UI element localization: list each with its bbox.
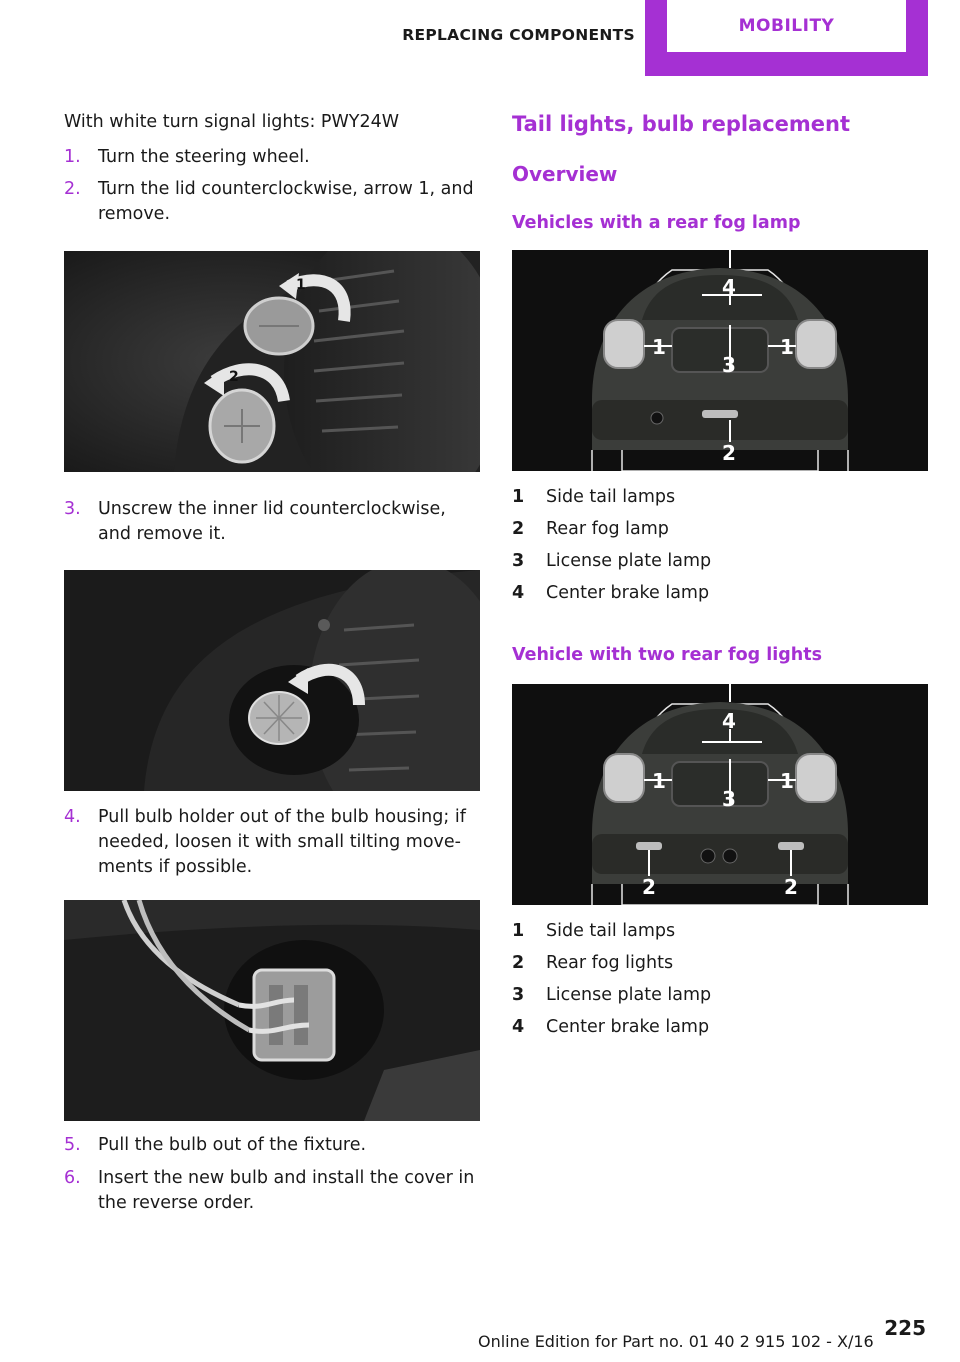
chapter-title: MOBILITY bbox=[667, 0, 906, 52]
legend-two-fog bbox=[512, 915, 928, 1043]
subheading-two-fog: Vehicle with two rear fog lights bbox=[512, 645, 823, 665]
car2-label-left: 1 bbox=[652, 769, 666, 793]
car-rear-diagram-two-fog bbox=[512, 684, 928, 905]
left-column bbox=[64, 110, 480, 1216]
car2-label-plate: 3 bbox=[722, 787, 736, 811]
arrow-label-2: 2 bbox=[229, 369, 239, 385]
intro-text: With white turn signal lights: PWY24W bbox=[64, 112, 400, 132]
car1-label-left: 1 bbox=[652, 335, 666, 359]
legend-item: 3 License plate lamp bbox=[512, 985, 712, 1005]
wheel-lid-photo bbox=[64, 251, 480, 472]
legend-item: 4 Center brake lamp bbox=[512, 1017, 710, 1037]
step-item: 3. Unscrew the inner lid counterclockwise, and remove it. bbox=[64, 499, 446, 544]
edition-footer: Online Edition for Part no. 01 40 2 915 102 - X/16 bbox=[478, 1332, 874, 1351]
bulb-holder-photo bbox=[64, 900, 480, 1121]
section-heading: Tail lights, bulb replacement bbox=[512, 112, 851, 136]
chapter-tab bbox=[645, 0, 928, 76]
steps-list-d bbox=[64, 1133, 480, 1216]
legend-item: 1 Side tail lamps bbox=[512, 487, 676, 507]
car1-label-fog: 2 bbox=[722, 441, 736, 465]
section-title: REPLACING COMPONENTS bbox=[402, 26, 635, 44]
car1-label-brake: 4 bbox=[722, 275, 736, 299]
step-item: 1. Turn the steering wheel. bbox=[64, 147, 310, 167]
overview-heading: Overview bbox=[512, 162, 618, 186]
arrow-label-1: 1 bbox=[296, 277, 306, 293]
legend-item: 2 Rear fog lamp bbox=[512, 519, 669, 539]
legend-item: 2 Rear fog lights bbox=[512, 953, 674, 973]
subheading-single-fog: Vehicles with a rear fog lamp bbox=[512, 213, 801, 233]
car2-label-brake: 4 bbox=[722, 709, 736, 733]
car-rear-diagram-single-fog bbox=[512, 250, 928, 471]
inner-lid-photo bbox=[64, 570, 480, 791]
step-item: 2. Turn the lid counterclockwise, arrow 1, and remove. bbox=[64, 179, 474, 224]
car2-label-fog-right: 2 bbox=[784, 875, 798, 899]
page-number: 225 bbox=[884, 1316, 926, 1340]
step-item: 5. Pull the bulb out of the fixture. bbox=[64, 1135, 367, 1155]
steps-list-c bbox=[64, 805, 480, 880]
right-column bbox=[512, 110, 928, 1043]
step-item: 6. Insert the new bulb and install the cover in the reverse order. bbox=[64, 1168, 475, 1213]
legend-item: 1 Side tail lamps bbox=[512, 921, 676, 941]
car2-label-right: 1 bbox=[780, 769, 794, 793]
steps-list-a bbox=[64, 145, 480, 227]
legend-item: 3 License plate lamp bbox=[512, 551, 712, 571]
steps-list-b bbox=[64, 497, 480, 547]
car1-label-right: 1 bbox=[780, 335, 794, 359]
legend-item: 4 Center brake lamp bbox=[512, 583, 710, 603]
legend-single-fog bbox=[512, 481, 928, 609]
step-item: 4. Pull bulb holder out of the bulb housing; if needed, loosen it with small tilting move‐ments if possible. bbox=[64, 807, 466, 877]
car2-label-fog-left: 2 bbox=[642, 875, 656, 899]
car1-label-plate: 3 bbox=[722, 353, 736, 377]
